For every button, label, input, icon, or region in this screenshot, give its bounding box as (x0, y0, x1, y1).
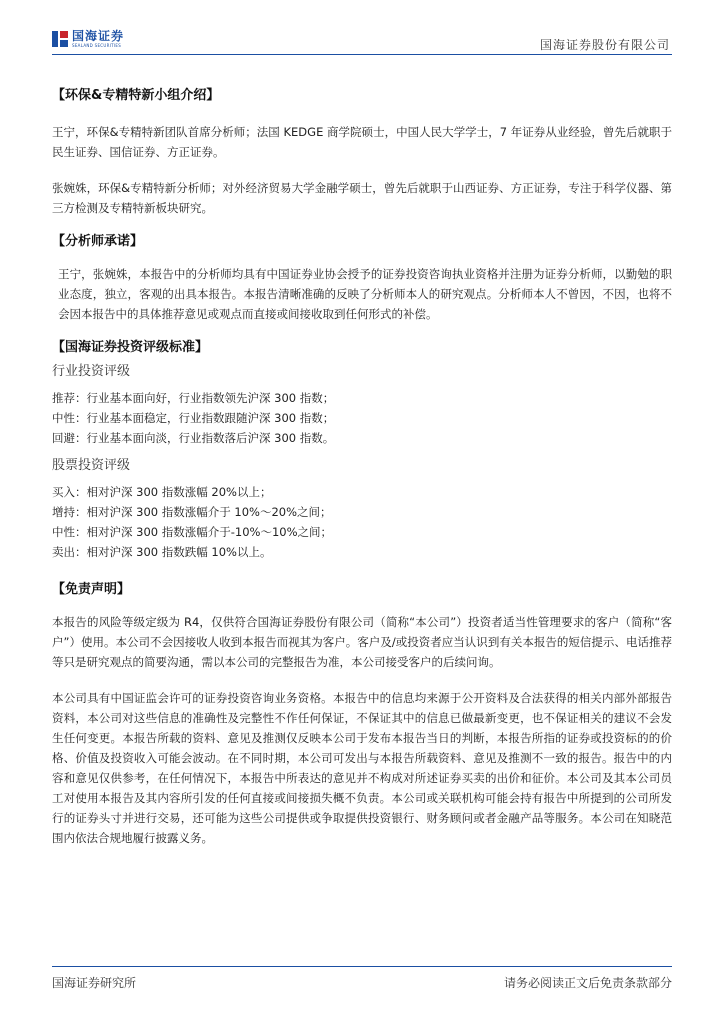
industry-rating-item: 推荐：行业基本面向好，行业指数领先沪深 300 指数； (52, 391, 335, 405)
logo-mark-icon (52, 31, 68, 47)
industry-rating-title: 行业投资评级 (52, 364, 131, 379)
stock-rating-item: 卖出：相对沪深 300 指数跌幅 10%以上。 (52, 545, 272, 559)
logo-cn-text: 国海证券 (72, 29, 125, 43)
page-header (0, 0, 724, 56)
analyst-bio-2: 张婉姝，环保&专精特新分析师；对外经济贸易大学金融学硕士，曾先后就职于山西证券、方正证券，专注于科学仪器、第三方检测及专精特新板块研究。 (52, 181, 672, 215)
footer-divider (52, 966, 672, 967)
disclaimer-section-title: 【免责声明】 (52, 582, 131, 597)
industry-rating-list (52, 388, 672, 448)
stock-rating-list (52, 482, 672, 562)
stock-rating-item: 买入：相对沪深 300 指数涨幅 20%以上； (52, 485, 272, 499)
rating-section-title: 【国海证券投资评级标准】 (52, 340, 209, 355)
team-section-title: 【环保&专精特新小组介绍】 (52, 88, 220, 103)
commitment-section-title: 【分析师承诺】 (52, 234, 144, 249)
stock-rating-item: 增持：相对沪深 300 指数涨幅介于 10%～20%之间； (52, 505, 332, 519)
stock-rating-title: 股票投资评级 (52, 458, 131, 473)
analyst-bio-1: 王宁，环保&专精特新团队首席分析师；法国 KEDGE 商学院硕士，中国人民大学学士，7 年证券从业经验，曾先后就职于民生证券、国信证券、方正证券。 (52, 125, 672, 159)
stock-rating-item: 中性：相对沪深 300 指数涨幅介于-10%～10%之间； (52, 525, 333, 539)
disclaimer-paragraph-1: 本报告的风险等级定级为 R4，仅供符合国海证券股份有限公司（简称“本公司”）投资者适当性管理要求的客户（简称“客户”）使用。本公司不会因接收人收到本报告而视其为客户。客户及/或投资者应当认识到有关本报告的短信提示、电话推荐等只是研究观点的简要沟通，需以本公司的完整报告为准，本公司接受客户的后续问询。 (52, 615, 672, 669)
industry-rating-item: 中性：行业基本面稳定，行业指数跟随沪深 300 指数； (52, 411, 335, 425)
company-logo (52, 30, 124, 48)
footer-left: 国海证券研究所 (52, 976, 137, 990)
company-name: 国海证券股份有限公司 (539, 38, 670, 52)
footer-right: 请务必阅读正文后免责条款部分 (503, 976, 672, 990)
header-divider (52, 54, 672, 55)
industry-rating-item: 回避：行业基本面向淡，行业指数落后沪深 300 指数。 (52, 431, 335, 445)
page-footer (52, 974, 672, 991)
report-content (52, 86, 672, 848)
logo-en-text: SEALAND SECURITIES (72, 43, 122, 48)
disclaimer-paragraph-2: 本公司具有中国证监会许可的证券投资咨询业务资格。本报告中的信息均来源于公开资料及合法获得的相关内部外部报告资料，本公司对这些信息的准确性及完整性不作任何保证，不保证其中的信息已做最新变更，也不保证相关的建议不会发生任何变更。本报告所载的资料、意见及推测仅反映本公司于发布本报告当日的判断，本报告所指的证券或投资标的的价格、价值及投资收入可能会波动。在不同时期，本公司可发出与本报告所载资料、意见及推测不一致的报告。报告中的内容和意见仅供参考，在任何情况下，本报告中所表达的意见并不构成对所述证券买卖的出价和征价。本公司及其本公司员工对使用本报告及其内容所引发的任何直接或间接损失概不负责。本公司或关联机构可能会持有报告中所提到的公司所发行的证券头寸并进行交易，还可能为这些公司提供或争取提供投资银行、财务顾问或者金融产品等服务。本公司在知晓范围内依法合规地履行披露义务。 (52, 691, 672, 845)
commitment-text: 王宁，张婉姝，本报告中的分析师均具有中国证券业协会授予的证券投资咨询执业资格并注册为证券分析师，以勤勉的职业态度，独立，客观的出具本报告。本报告清晰准确的反映了分析师本人的研究观点。分析师本人不曾因，不因，也将不会因本报告中的具体推荐意见或观点而直接或间接收取到任何形式的补偿。 (58, 267, 672, 321)
